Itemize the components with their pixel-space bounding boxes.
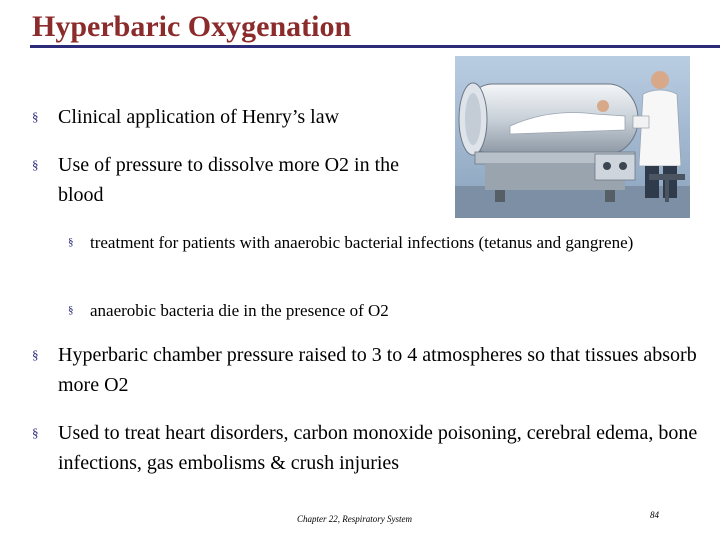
hyperbaric-chamber-illustration xyxy=(455,56,690,218)
bullet-text: Clinical application of Henry’s law xyxy=(58,106,340,128)
bullet-henrys-law xyxy=(32,102,432,132)
sub-bullet-marker-icon: § xyxy=(68,304,74,316)
bullet-chamber-pressure xyxy=(32,340,702,400)
bullet-marker-icon: § xyxy=(32,425,39,440)
sub-bullet-text: treatment for patients with anaerobic bacterial infections (tetanus and gangrene) xyxy=(90,233,634,252)
sub-bullet-treatment xyxy=(68,231,693,255)
bullet-pressure xyxy=(32,150,432,210)
bullet-uses xyxy=(32,418,702,478)
bullet-marker-icon: § xyxy=(32,157,39,172)
sub-bullet-marker-icon: § xyxy=(68,236,74,248)
bullet-text: Use of pressure to dissolve more O2 in the blood xyxy=(58,154,400,206)
page-number: 84 xyxy=(650,510,659,520)
title-underline xyxy=(30,45,720,48)
slide-title: Hyperbaric Oxygenation xyxy=(32,10,352,43)
bullet-text: Hyperbaric chamber pressure raised to 3 to 4 atmospheres so that tissues absorb more O2 xyxy=(58,344,697,396)
sub-bullet-anaerobic xyxy=(68,299,693,323)
bullet-marker-icon: § xyxy=(32,109,39,124)
bullet-text: Used to treat heart disorders, carbon monoxide poisoning, cerebral edema, bone infections, gas embolisms & crush injuries xyxy=(58,422,698,474)
footer-chapter: Chapter 22, Respiratory System xyxy=(297,514,412,524)
bullet-marker-icon: § xyxy=(32,347,39,362)
hyperbaric-chamber-photo xyxy=(455,56,690,218)
sub-bullet-text: anaerobic bacteria die in the presence of O2 xyxy=(90,301,389,320)
